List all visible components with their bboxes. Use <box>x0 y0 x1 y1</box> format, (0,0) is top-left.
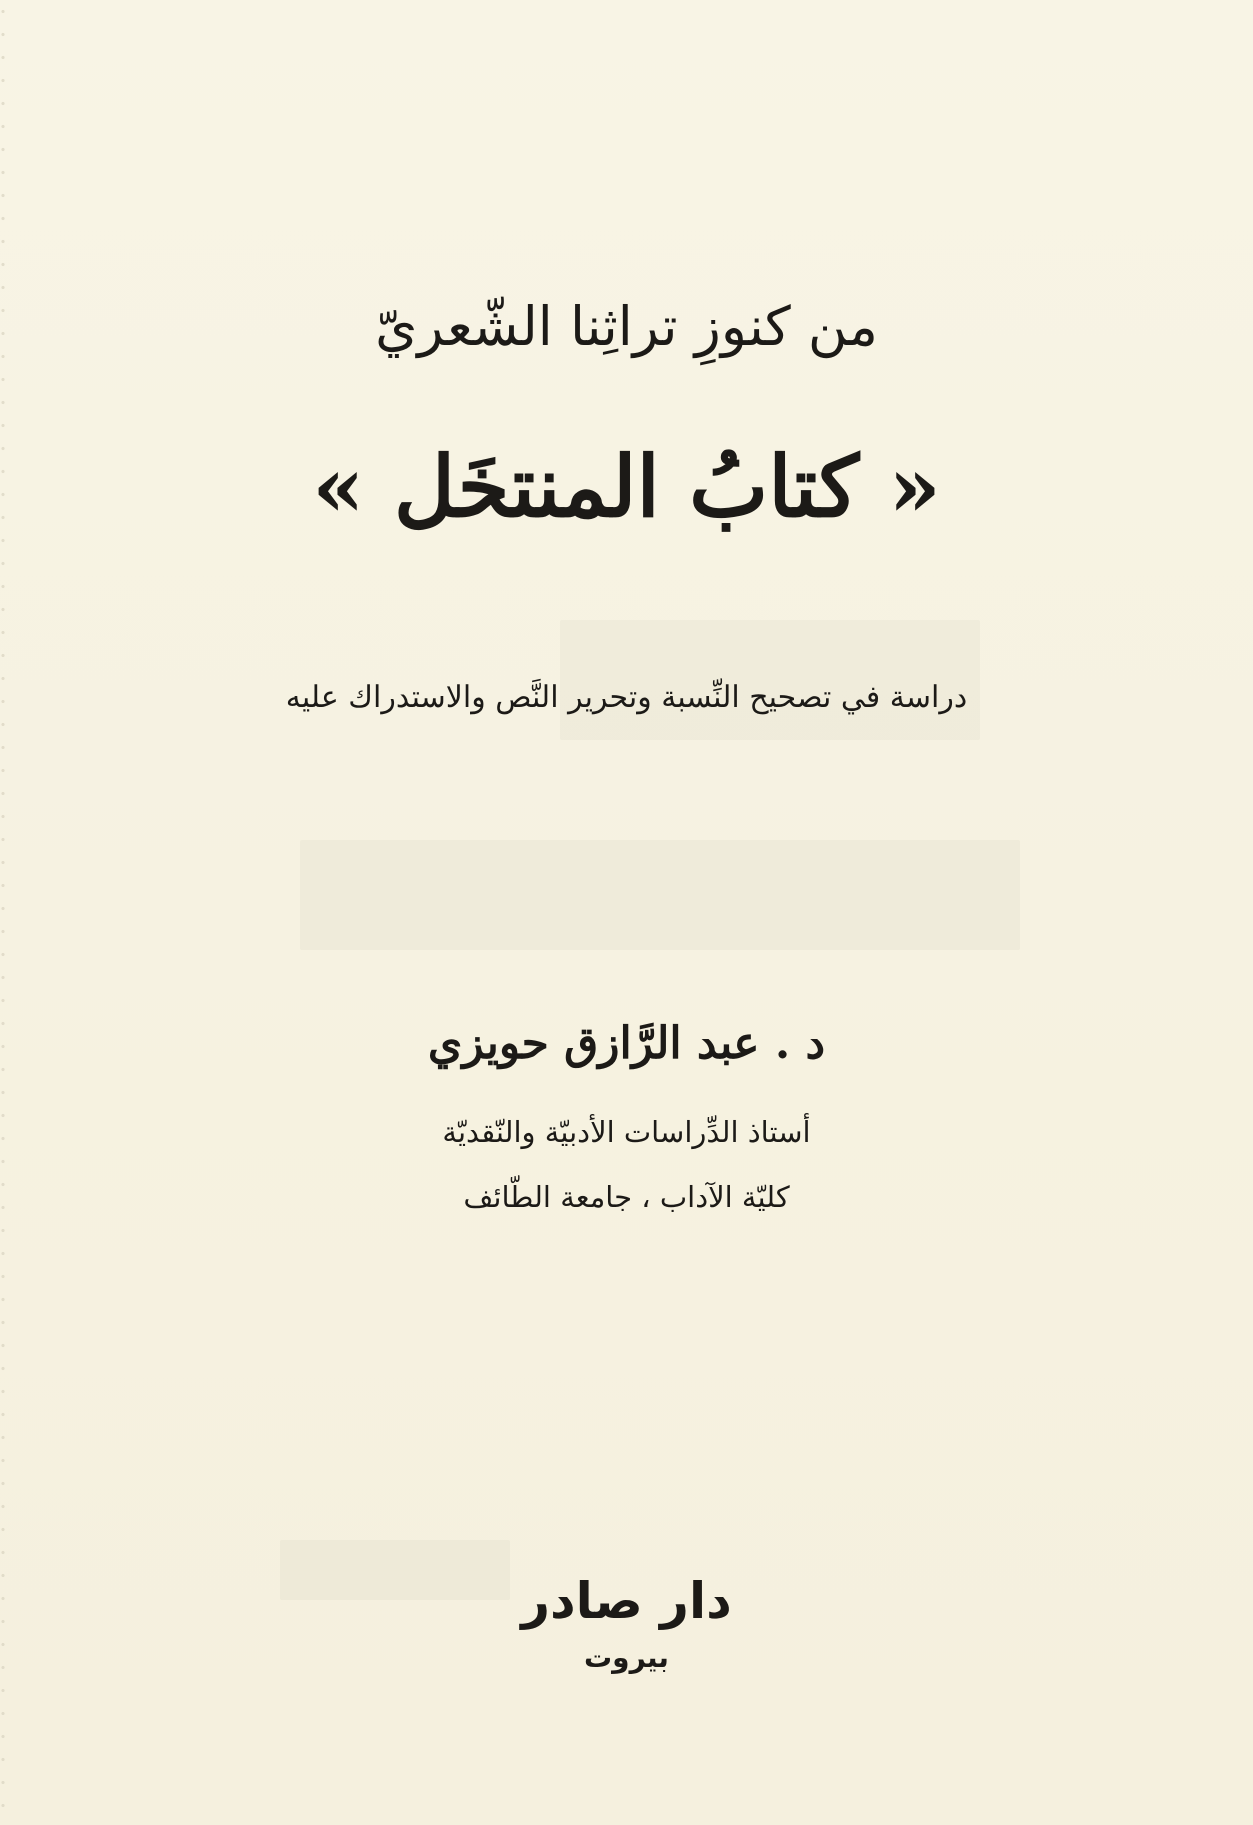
author-affiliation-institution: كليّة الآداب ، جامعة الطّائف <box>463 1180 790 1214</box>
show-through-block <box>300 840 1020 950</box>
series-title: من كنوزِ تراثِنا الشّعريّ <box>375 295 878 358</box>
author-name: د . عبد الرَّازق حويزي <box>427 1018 826 1069</box>
publisher-logo-text: دار صادر <box>521 1572 732 1630</box>
author-affiliation-title: أستاذ الدِّراسات الأدبيّة والنّقديّة <box>442 1115 811 1149</box>
book-title: « كتابُ المنتخَل » <box>312 437 941 536</box>
perforated-edge <box>0 0 14 1825</box>
publisher-city: بيروت <box>584 1641 669 1674</box>
subtitle: دراسة في تصحيح النِّسبة وتحرير النَّص والاستدراك عليه <box>285 680 968 715</box>
